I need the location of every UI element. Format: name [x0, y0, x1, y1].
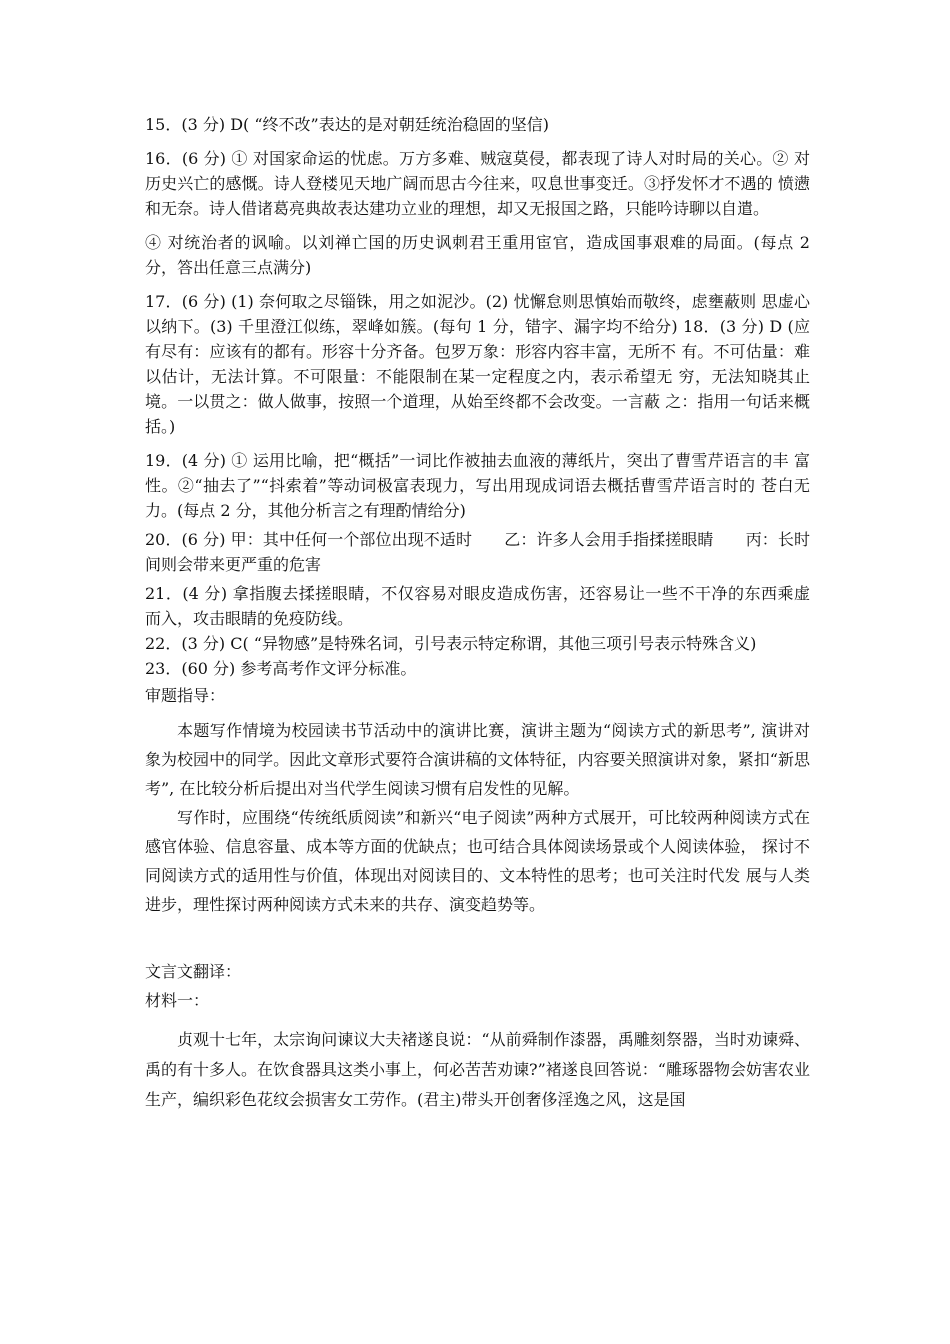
answer-20: 20．(6 分) 甲：其中任何一个部位出现不适时 乙：许多人会用手指揉搓眼睛 丙：长时 间则会带来更严重的危害 [145, 530, 810, 574]
answer-23: 23．(60 分) 参考高考作文评分标准。 [145, 659, 417, 678]
document-page [145, 112, 810, 1115]
translation-paragraph: 贞观十七年，太宗询问谏议大夫褚遂良说：“从前舜制作漆器，禹雕刻祭器，当时劝谏舜、禹的有十多人。在饮食器具这类小事上，何必苦苦劝谏?”褚遂良回答说：“雕琢器物会妨害农业生产，编织彩色花纹会损害女工劳作。(君主)带头开创奢侈淫逸之风，这是国 [145, 1030, 810, 1109]
answer-17-18: 17．(6 分) (1) 奈何取之尽锱铢，用之如泥沙。(2) 忧懈怠则思慎始而敬终，虑壅蔽则 思虚心以纳下。(3) 千里澄江似练，翠峰如簇。(每句 1 分，错字、漏字均不给分) 18．(3 分) D (应有尽有：应该有的都有。形容十分齐备。包罗万象：形容内容丰富，无所不 有。不可估量：难以估计，无法计算。不可限量：不能限制在某一定程度之内，表示希望无 穷，无法知晓其止境。一以贯之：做人做事，按照一个道理，从始至终都不会改变。一言蔽 之：指用一句话来概括。) [145, 292, 810, 436]
material-one-label: 材料一： [145, 991, 210, 1010]
answer-15: 15．(3 分) D( “终不改”表达的是对朝廷统治稳固的坚信) [145, 115, 549, 134]
guide-paragraph-2: 写作时，应围绕“传统纸质阅读”和新兴“电子阅读”两种方式展开，可比较两种阅读方式在感官体验、信息容量、成本等方面的优缺点；也可结合具体阅读场景或个人阅读体验， 探讨不同阅读方式的适用性与价值，体现出对阅读目的、文本特性的思考；也可关注时代发 展与人类进步，理性探讨两种阅读方式未来的共存、演变趋势等。 [145, 808, 810, 914]
answer-22: 22．(3 分) C( “异物感”是特殊名词，引号表示特定称谓，其他三项引号表示特殊含义) [145, 634, 757, 653]
guide-heading: 审题指导： [145, 686, 226, 705]
answer-19: 19．(4 分) ① 运用比喻，把“概括”一词比作被抽去血液的薄纸片，突出了曹雪芹语言的丰 富性。②“抽去了”“抖索着”等动词极富表现力，写出用现成词语去概括曹雪芹语言时的 苍白无力。(每点 2 分，其他分析言之有理酌情给分) [145, 451, 810, 520]
guide-paragraph-1: 本题写作情境为校园读书节活动中的演讲比赛，演讲主题为“阅读方式的新思考”, 演讲对象为校园中的同学。因此文章形式要符合演讲稿的文体特征，内容要关照演讲对象，紧扣“新思考”, 在比较分析后提出对当代学生阅读习惯有启发性的见解。 [145, 721, 810, 798]
translation-heading: 文言文翻译： [145, 962, 242, 981]
answer-16: 16．(6 分) ① 对国家命运的忧虑。万方多难、贼寇莫侵，都表现了诗人对时局的关心。② 对历史兴亡的感慨。诗人登楼见天地广阔而思古今往来，叹息世事变迁。③抒发怀才不遇的 愤懑和无奈。诗人借诸葛亮典故表达建功立业的理想，却又无报国之路，只能吟诗聊以自遣。 [145, 149, 810, 218]
answer-21: 21．(4 分) 拿指腹去揉搓眼睛，不仅容易对眼皮造成伤害，还容易让一些不干净的东西乘虚 而入，攻击眼睛的免疫防线。 [145, 584, 810, 628]
answer-16-point-4: ④ 对统治者的讽喻。以刘禅亡国的历史讽刺君王重用宦官，造成国事艰难的局面。(每点 2 分，答出任意三点满分) [145, 233, 810, 277]
